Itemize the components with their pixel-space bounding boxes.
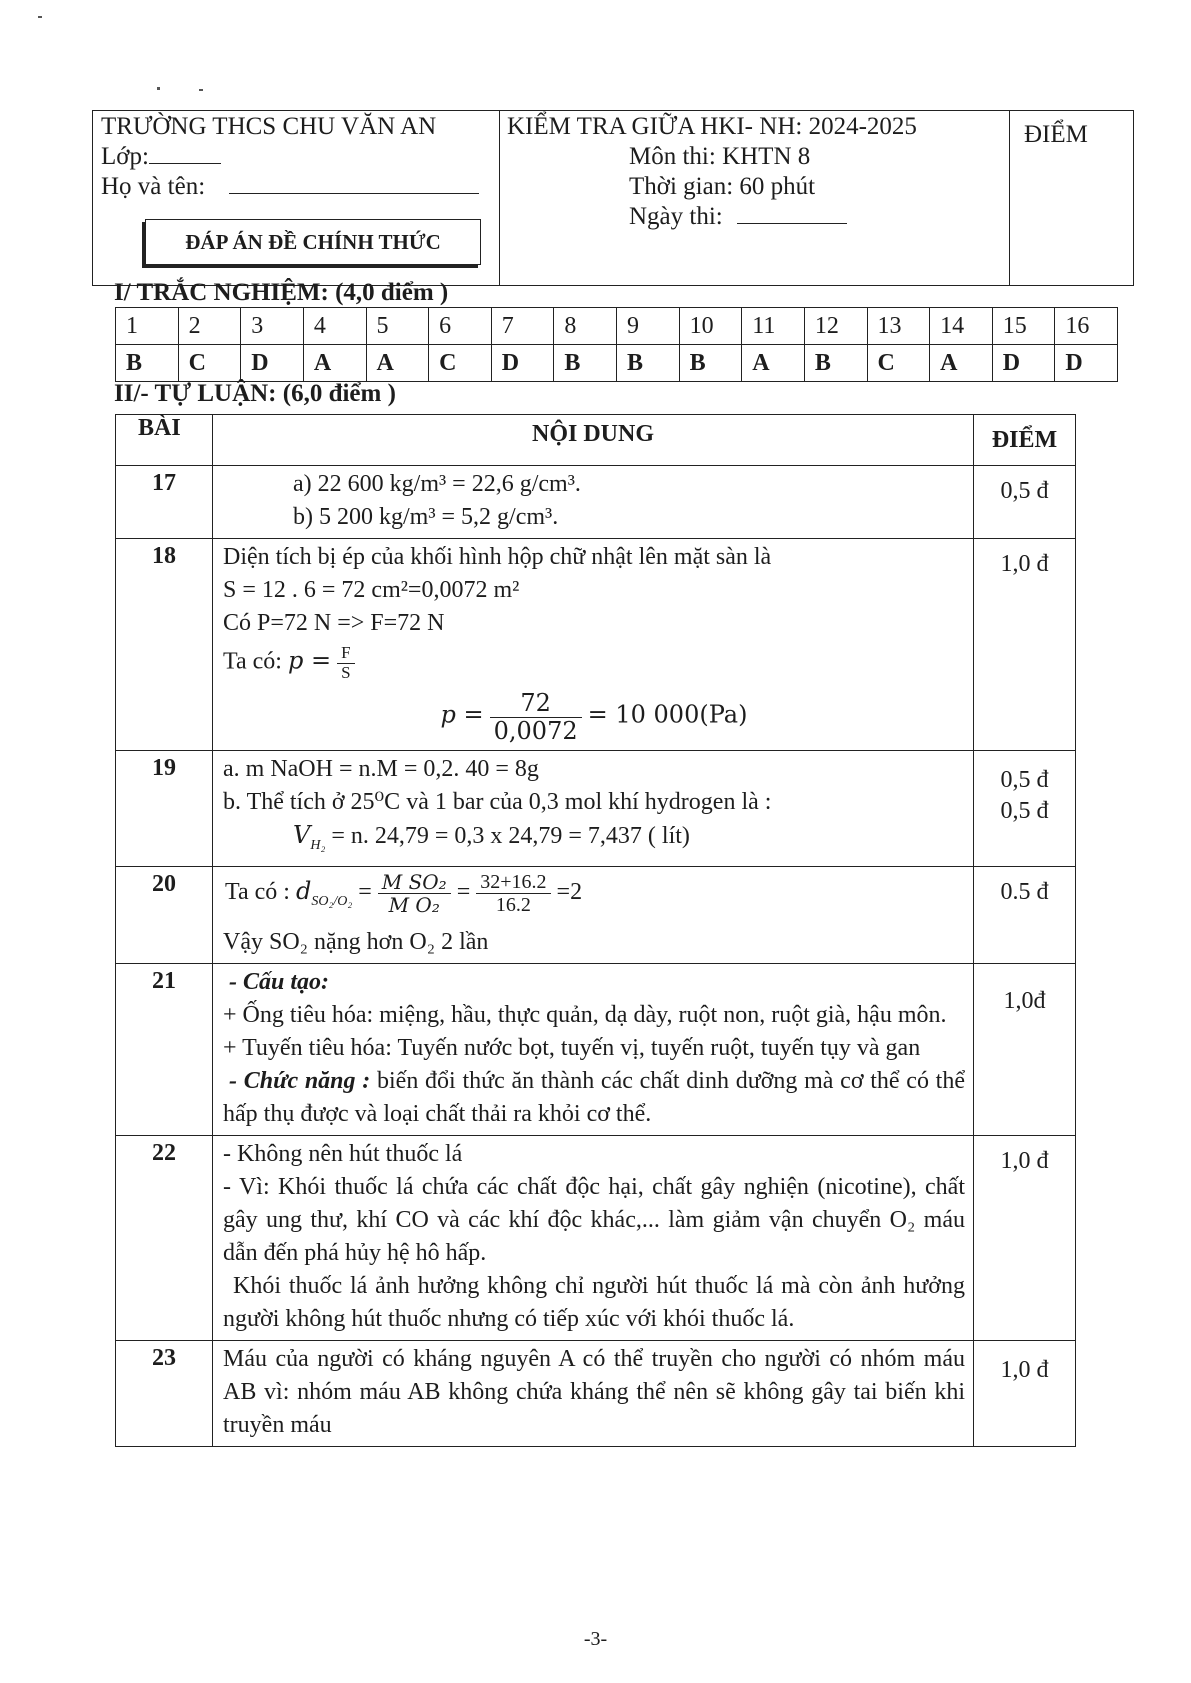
problem-number: 18 [116, 539, 213, 751]
problem-score [974, 751, 1076, 867]
essay-table [115, 414, 1076, 1447]
content-line: S = 12 . 6 = 72 cm²=0,0072 m² [223, 577, 520, 603]
question-number-cell: 7 [491, 308, 554, 345]
essay-row-19 [116, 751, 1076, 867]
volume-symbol: V [293, 821, 311, 850]
volume-subscript: H₂ [310, 837, 326, 853]
paragraph: - Vì: Khói thuốc lá chứa các chất độc hại, chất gây nghiện (nicotine), chất gây ung thư, khí CO và các khí độc khác,... làm giảm vận chuyển O₂ máu dẫn đến phá hủy hệ hô hấp. [223, 1173, 965, 1266]
score-box [1009, 111, 1133, 285]
exam-info [499, 111, 1010, 285]
answer-cell: B [679, 345, 742, 382]
exam-date-blank [737, 203, 847, 224]
essay-row-18 [116, 539, 1076, 751]
fraction-numerator: 32+16.2 [476, 871, 550, 894]
volume-expression: = n. 24,79 = 0,3 x 24,79 = 7,437 ( lít) [325, 823, 690, 850]
section-essay-title: II/- TỰ LUẬN: (6,0 điểm ) [114, 380, 396, 407]
answer-cell: B [116, 345, 179, 382]
density-ratio-formula: Ta có : $d_{SO_2/O_2}$ = $\frac{\text{M SO₂}}{\text{M O₂}}$ = $\frac{32+16.2}{16.2}$ =2 [225, 869, 583, 917]
fraction [490, 690, 582, 744]
result-rhs: = 10 000(Pa) [587, 700, 748, 729]
fraction-denominator: M O₂ [388, 892, 440, 917]
exam-date-field [629, 203, 847, 231]
class-blank [149, 143, 221, 164]
class-field [101, 143, 221, 171]
page-number: -3- [583, 1628, 608, 1650]
fraction-denominator: 16.2 [495, 893, 531, 916]
problem-score: 1,0 đ [974, 1135, 1076, 1340]
question-number-cell: 3 [241, 308, 304, 345]
problem-number: 21 [116, 963, 213, 1135]
scan-speck [199, 89, 203, 91]
problem-content [213, 539, 974, 751]
content-line: a. m NaOH = n.M = 0,2. 40 = 8g [223, 756, 539, 783]
ratio-result: =2 [556, 878, 583, 905]
paragraph: Khói thuốc lá ảnh hưởng không chỉ người hút thuốc lá mà còn ảnh hưởng người không hút thuốc nhưng có tiếp xúc với khói thuốc lá. [223, 1272, 965, 1332]
official-answer-key-label: ĐÁP ÁN ĐỀ CHÍNH THỨC [145, 219, 481, 265]
exam-subject: Môn thi: KHTN 8 [629, 143, 811, 170]
problem-score: 1,0đ [974, 963, 1076, 1135]
school-info [93, 111, 500, 285]
answer-line-b: b) 5 200 kg/m³ = 5,2 g/cm³. [293, 504, 559, 530]
fraction [337, 644, 354, 682]
essay-header-row [116, 415, 1076, 466]
answer-cell: C [178, 345, 241, 382]
question-number-cell: 6 [429, 308, 492, 345]
score-part-b: 0,5 đ [1000, 798, 1049, 825]
volume-formula [223, 819, 965, 862]
problem-number: 23 [116, 1340, 213, 1446]
answer-line-a: a) 22 600 kg/m³ = 22,6 g/cm³. [293, 471, 581, 497]
fraction-denominator: S [341, 662, 351, 682]
paragraph: + Ống tiêu hóa: miệng, hầu, thực quản, dạ dày, ruột non, ruột già, hậu môn. [223, 1001, 947, 1028]
paragraph: Máu của người có kháng nguyên A có thể truyền cho người có nhóm máu AB vì: nhóm máu AB không chứa kháng thể nên sẽ không gây tai biến khi truyền máu [223, 1345, 965, 1438]
fraction-numerator: M SO₂ [378, 871, 451, 894]
question-number-cell: 9 [617, 308, 680, 345]
name-label: Họ và tên: [101, 173, 206, 200]
answer-cell: B [617, 345, 680, 382]
problem-score: 0,5 đ [974, 466, 1076, 539]
col-score-header: ĐIỂM [974, 415, 1076, 466]
name-field [101, 173, 479, 201]
question-number-cell: 13 [867, 308, 930, 345]
essay-row-21 [116, 963, 1076, 1135]
fraction-denominator: 0,0072 [493, 716, 578, 745]
question-number-cell: 10 [679, 308, 742, 345]
exam-date-label: Ngày thi: [629, 203, 723, 230]
scan-speck [157, 87, 160, 90]
col-content-header: NỘI DUNG [213, 415, 974, 466]
fraction [378, 871, 451, 916]
problem-score: 1,0 đ [974, 539, 1076, 751]
problem-score: 0.5 đ [974, 866, 1076, 963]
problem-content [213, 751, 974, 867]
question-number-cell: 4 [303, 308, 366, 345]
exam-header [92, 110, 1134, 286]
pressure-formula [223, 640, 965, 686]
name-blank [229, 173, 479, 194]
question-number-cell: 8 [554, 308, 617, 345]
answer-cell: D [992, 345, 1055, 382]
answer-cell: A [742, 345, 805, 382]
section-multiple-choice-title: I/ TRẮC NGHIỆM: (4,0 điểm ) [114, 279, 449, 306]
answer-cell: A [366, 345, 429, 382]
essay-row-17 [116, 466, 1076, 539]
ratio-subscript: SO₂/O₂ [311, 893, 353, 909]
answer-cell: C [867, 345, 930, 382]
essay-row-23 [116, 1340, 1076, 1446]
formula-prefix: Ta có : [225, 878, 296, 905]
answer-cell: D [241, 345, 304, 382]
essay-row-20 [116, 866, 1076, 963]
class-label: Lớp: [101, 143, 149, 170]
problem-content [213, 1135, 974, 1340]
structure-heading: - Cấu tạo: [229, 968, 330, 995]
answer-cell: B [554, 345, 617, 382]
fraction [476, 871, 550, 916]
function-text: biến đổi thức ăn thành các chất dinh dưỡng mà cơ thể có thể hấp thụ được và loại chất thải ra khỏi cơ thể. [223, 1067, 965, 1127]
question-number-row [116, 308, 1118, 345]
paragraph: + Tuyến tiêu hóa: Tuyến nước bọt, tuyến vị, tuyến ruột, tuyến tụy và gan [223, 1034, 921, 1061]
result-lhs: p = [440, 700, 484, 729]
answer-cell: D [1055, 345, 1118, 382]
conclusion-line: Vậy SO₂ nặng hơn O₂ 2 lần [223, 928, 489, 955]
answer-cell: C [429, 345, 492, 382]
fraction-numerator: 72 [490, 690, 582, 717]
problem-content [213, 1340, 974, 1446]
answer-grid [115, 307, 1118, 382]
content-line: Diện tích bị ép của khối hình hộp chữ nhật lên mặt sàn là [223, 544, 772, 570]
problem-content [213, 866, 974, 963]
function-heading: - Chức năng : [229, 1067, 371, 1094]
content-line: Có P=72 N => F=72 N [223, 610, 445, 636]
score-label: ĐIỂM [1024, 121, 1088, 148]
scan-speck [38, 16, 42, 18]
essay-row-22 [116, 1135, 1076, 1340]
question-number-cell: 16 [1055, 308, 1118, 345]
paragraph: - Không nên hút thuốc lá [223, 1140, 463, 1167]
question-number-cell: 1 [116, 308, 179, 345]
problem-number: 20 [116, 866, 213, 963]
score-part-a: 0,5 đ [1000, 767, 1049, 794]
answer-cell: B [804, 345, 867, 382]
fraction-numerator: F [337, 644, 354, 664]
exam-duration: Thời gian: 60 phút [629, 173, 816, 200]
problem-number: 17 [116, 466, 213, 539]
pressure-result [223, 686, 965, 746]
question-number-cell: 2 [178, 308, 241, 345]
problem-number: 19 [116, 751, 213, 867]
question-number-cell: 15 [992, 308, 1055, 345]
problem-content [213, 466, 974, 539]
answer-cell: A [930, 345, 993, 382]
answer-cell: A [303, 345, 366, 382]
ratio-symbol: d [295, 876, 312, 905]
col-bai-header: BÀI [116, 415, 213, 466]
function-paragraph [223, 1065, 965, 1131]
problem-number: 22 [116, 1135, 213, 1340]
formula-prefix: Ta có: [223, 648, 288, 675]
question-number-cell: 11 [742, 308, 805, 345]
content-line: b. Thể tích ở 25⁰C và 1 bar của 0,3 mol khí hydrogen là : [223, 789, 772, 816]
question-number-cell: 12 [804, 308, 867, 345]
problem-content [213, 963, 974, 1135]
problem-score: 1,0 đ [974, 1340, 1076, 1446]
question-number-cell: 5 [366, 308, 429, 345]
answer-row [116, 345, 1118, 382]
answer-cell: D [491, 345, 554, 382]
formula-lhs: p = [287, 646, 332, 675]
exam-title: KIỂM TRA GIỮA HKI- NH: 2024-2025 [507, 113, 917, 140]
question-number-cell: 14 [930, 308, 993, 345]
school-name: TRƯỜNG THCS CHU VĂN AN [101, 113, 437, 140]
